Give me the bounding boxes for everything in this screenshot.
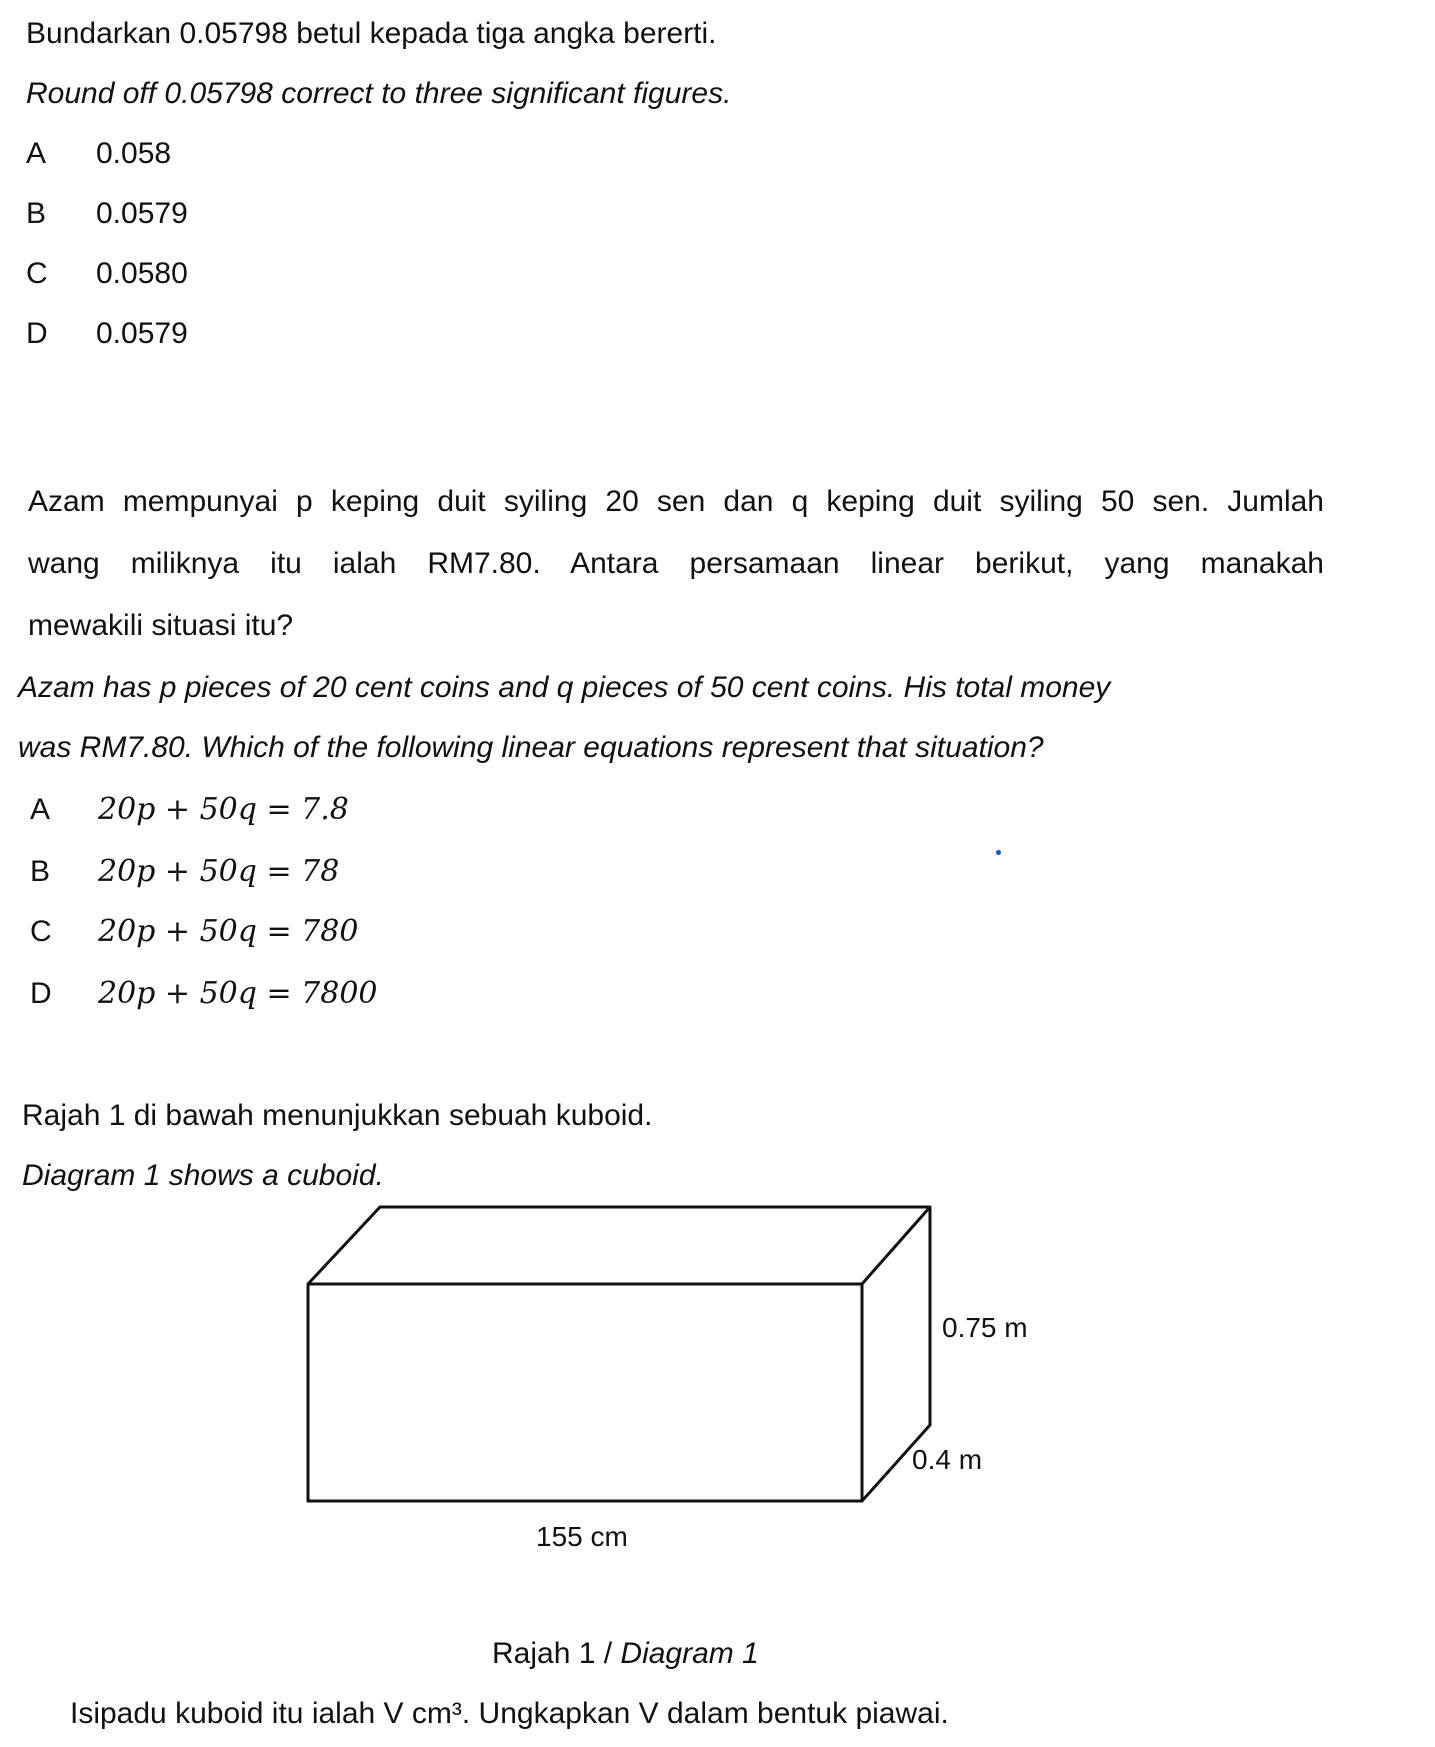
caption-english: Diagram 1 — [620, 1637, 759, 1670]
q2-malay-line1: Azam mempunyai p keping duit syiling 20 sen dan q keping duit syiling 50 sen. Jumlah — [28, 485, 1324, 518]
option-value: 0.0580 — [96, 257, 188, 290]
q1-malay-text: Bundarkan 0.05798 betul kepada tiga angka bererti. — [26, 17, 717, 50]
q3-english-text: Diagram 1 shows a cuboid. — [22, 1159, 384, 1192]
q2-malay-line3: mewakili situasi itu? — [28, 609, 294, 642]
option-letter: A — [26, 137, 47, 170]
cuboid-front-face — [308, 1284, 862, 1501]
option-equation: 20p + 50q = 7800 — [98, 976, 378, 1011]
option-letter: A — [30, 793, 51, 826]
q1-english-text: Round off 0.05798 correct to three significant figures. — [26, 77, 732, 110]
cuboid-top-face — [308, 1207, 930, 1284]
option-letter: C — [26, 257, 48, 290]
option-letter: D — [30, 977, 52, 1010]
diagram-caption — [492, 1636, 759, 1672]
q2-english-line2: was RM7.80. Which of the following linear equations represent that situation? — [18, 731, 1044, 764]
caption-malay: Rajah 1 / — [492, 1637, 621, 1670]
option-equation: 20p + 50q = 7.8 — [98, 792, 349, 827]
option-value: 0.0579 — [96, 317, 188, 350]
q3-malay-text: Rajah 1 di bawah menunjukkan sebuah kuboid. — [22, 1099, 653, 1132]
q2-malay-line2: wang miliknya itu ialah RM7.80. Antara persamaan linear berikut, yang manakah — [28, 547, 1324, 580]
option-letter: B — [30, 855, 51, 888]
dimension-length-label: 155 cm — [536, 1521, 628, 1552]
option-letter: D — [26, 317, 48, 350]
option-value: 0.058 — [96, 137, 172, 170]
option-value: 0.0579 — [96, 197, 188, 230]
option-equation: 20p + 50q = 78 — [98, 854, 340, 889]
q3-question-text: Isipadu kuboid itu ialah V cm³. Ungkapkan V dalam bentuk piawai. — [70, 1697, 949, 1730]
option-equation: 20p + 50q = 780 — [98, 914, 359, 949]
option-letter: C — [30, 915, 52, 948]
option-letter: B — [26, 197, 47, 230]
dimension-depth-label: 0.4 m — [912, 1444, 983, 1475]
q2-english-line1: Azam has p pieces of 20 cent coins and q pieces of 50 cent coins. His total money — [18, 671, 1111, 704]
dimension-height-label: 0.75 m — [942, 1312, 1028, 1343]
